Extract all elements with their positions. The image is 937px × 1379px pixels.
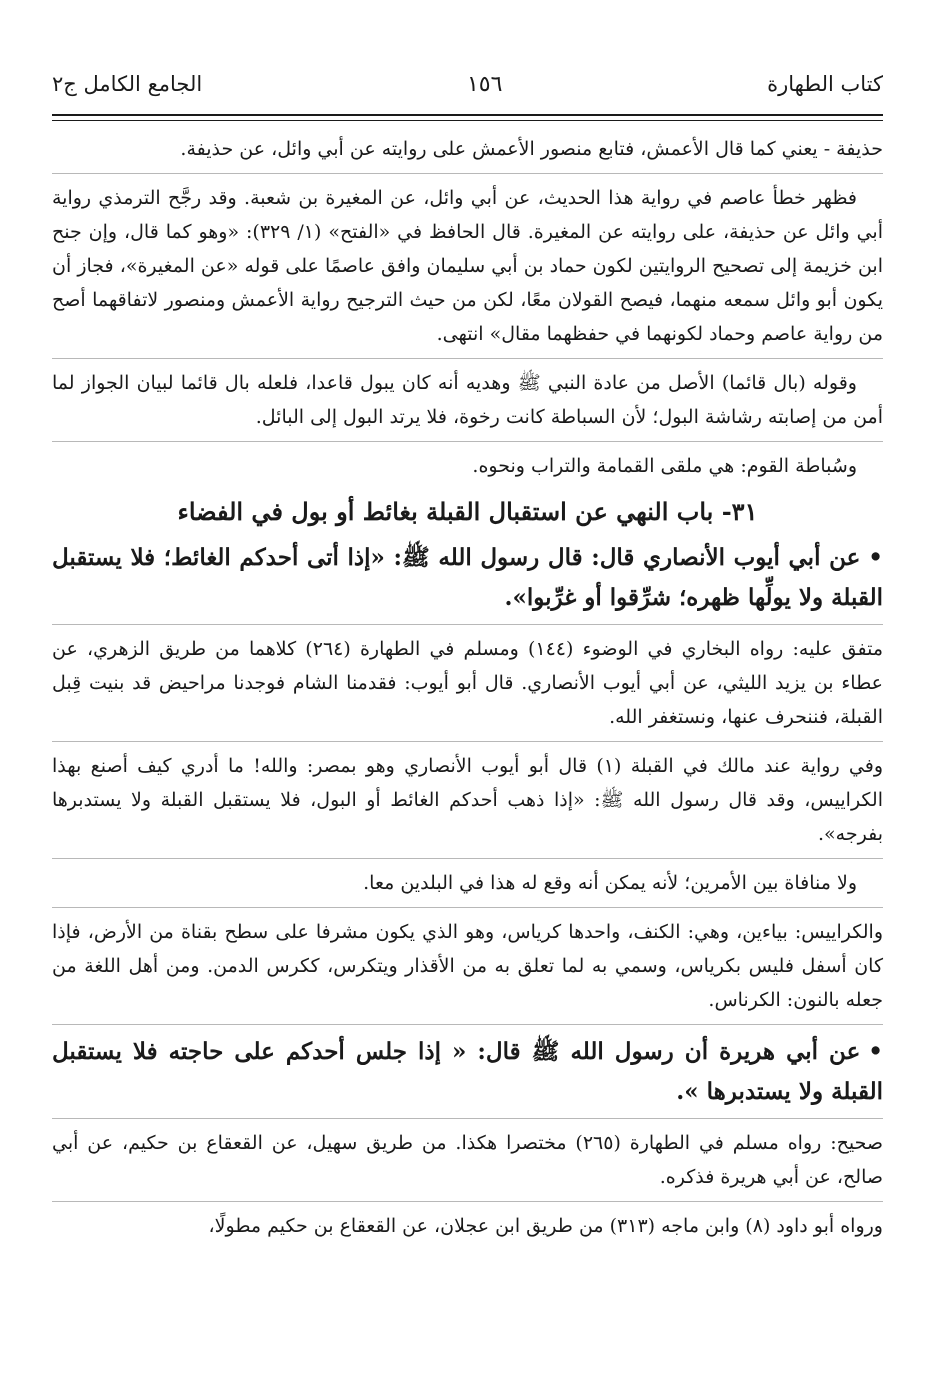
paragraph-3: وقوله (بال قائما) الأصل من عادة النبي ﷺ وهديه أنه كان يبول قاعدا، فلعله بال قائما لبيان الجواز لما أمن من إصابته رشاشة البول؛ لأن السباطة كانت رخوة، فلا يرتد البول إلى البائل. xyxy=(52,372,883,428)
paragraph-5: متفق عليه: رواه البخاري في الوضوء (١٤٤) ومسلم في الطهارة (٢٦٤) كلاهما من طريق الزهري، عن عطاء بن يزيد الليثي، عن أبي أيوب الأنصاري. قال أبو أيوب: فقدمنا الشام فوجدنا مراحيض قد بنيت قِبل القبلة، فننحرف عنها، ونستغفر الله. xyxy=(52,638,883,728)
book-title: كتاب الطهارة xyxy=(767,72,883,96)
chapter-heading: ٣١- باب النهي عن استقبال القبلة بغائط أو بول في الفضاء xyxy=(177,497,758,526)
header-rule-thick xyxy=(52,114,883,116)
paragraph-divider xyxy=(52,1201,883,1202)
paragraph-divider xyxy=(52,1118,883,1119)
paragraph-divider xyxy=(52,858,883,859)
paragraph-divider xyxy=(52,441,883,442)
paragraph-divider xyxy=(52,624,883,625)
paragraph-7: ولا منافاة بين الأمرين؛ لأنه يمكن أنه وقع له هذا في البلدين معا. xyxy=(363,872,857,894)
page-number: ١٥٦ xyxy=(466,71,503,97)
page-content xyxy=(52,132,883,1250)
hadith-1 xyxy=(52,538,883,618)
paragraph-2: فظهر خطأ عاصم في رواية هذا الحديث، عن أبي وائل، عن المغيرة بن شعبة. وقد رجَّح الترمذي رواية أبي وائل عن حذيفة، على روايته عن المغيرة. قال الحافظ في «الفتح» (١/ ٣٢٩): «وهو كما قال، وإن جنح ابن خزيمة إلى تصحيح الروايتين لكون حماد بن أبي سليمان وافق عاصمًا على قوله «عن المغيرة»، فجاز أن يكون أبو وائل سمعه منهما، فيصح القولان معًا، لكن من حيث الترجيح رواية الأعمش ومنصور لاتفاقهما أصح من رواية عاصم وحماد لكونهما في حفظهما مقال» انتهى. xyxy=(52,187,883,345)
paragraph-divider xyxy=(52,358,883,359)
hadith-1-text: عن أبي أيوب الأنصاري قال: قال رسول الله ﷺ: «إذا أتى أحدكم الغائط؛ فلا يستقبل القبلة ولا يولِّها ظهره؛ شرِّقوا أو غرِّبوا». xyxy=(52,544,883,611)
hadith-2-text: عن أبي هريرة أن رسول الله ﷺ قال: « إذا جلس أحدكم على حاجته فلا يستقبل القبلة ولا يستدبرها ». xyxy=(52,1038,883,1105)
paragraph-8: والكراييس: بياءين، وهي: الكنف، واحدها كرياس، وهو الذي يكون مشرفا على سطح بقناة من الأرض، فإذا كان أسفل فليس بكرياس، وسمي به لما تعلق به من الأقذار ويتكرس، ككرس الدمن. ومن أهل اللغة من جعله بالنون: الكرناس. xyxy=(52,921,883,1011)
bullet-icon: • xyxy=(868,1038,883,1065)
paragraph-9: صحيح: رواه مسلم في الطهارة (٢٦٥) مختصرا هكذا. من طريق سهيل، عن القعقاع بن حكيم، عن أبي صالح، عن أبي هريرة فذكره. xyxy=(52,1132,883,1188)
page-header xyxy=(52,62,883,106)
paragraph-divider xyxy=(52,173,883,174)
paragraph-divider xyxy=(52,741,883,742)
header-rule-thin xyxy=(52,120,883,121)
bullet-icon: • xyxy=(868,544,883,571)
paragraph-10: ورواه أبو داود (٨) وابن ماجه (٣١٣) من طريق ابن عجلان، عن القعقاع بن حكيم مطولًا، xyxy=(208,1215,883,1237)
paragraph-divider xyxy=(52,1024,883,1025)
paragraph-1: حذيفة - يعني كما قال الأعمش، فتابع منصور الأعمش على روايته عن أبي وائل، عن حذيفة. xyxy=(180,138,883,160)
hadith-2 xyxy=(52,1032,883,1112)
paragraph-divider xyxy=(52,907,883,908)
volume-title: الجامع الكامل ج٢ xyxy=(52,72,203,96)
paragraph-4: وسُباطة القوم: هي ملقى القمامة والتراب ونحوه. xyxy=(472,455,857,477)
paragraph-6: وفي رواية عند مالك في القبلة (١) قال أبو أيوب الأنصاري وهو بمصر: والله! ما أدري كيف أصنع بهذا الكراييس، وقد قال رسول الله ﷺ: «إذا ذهب أحدكم الغائط أو البول، فلا يستقبل القبلة ولا يستدبرها بفرجه». xyxy=(52,755,884,845)
